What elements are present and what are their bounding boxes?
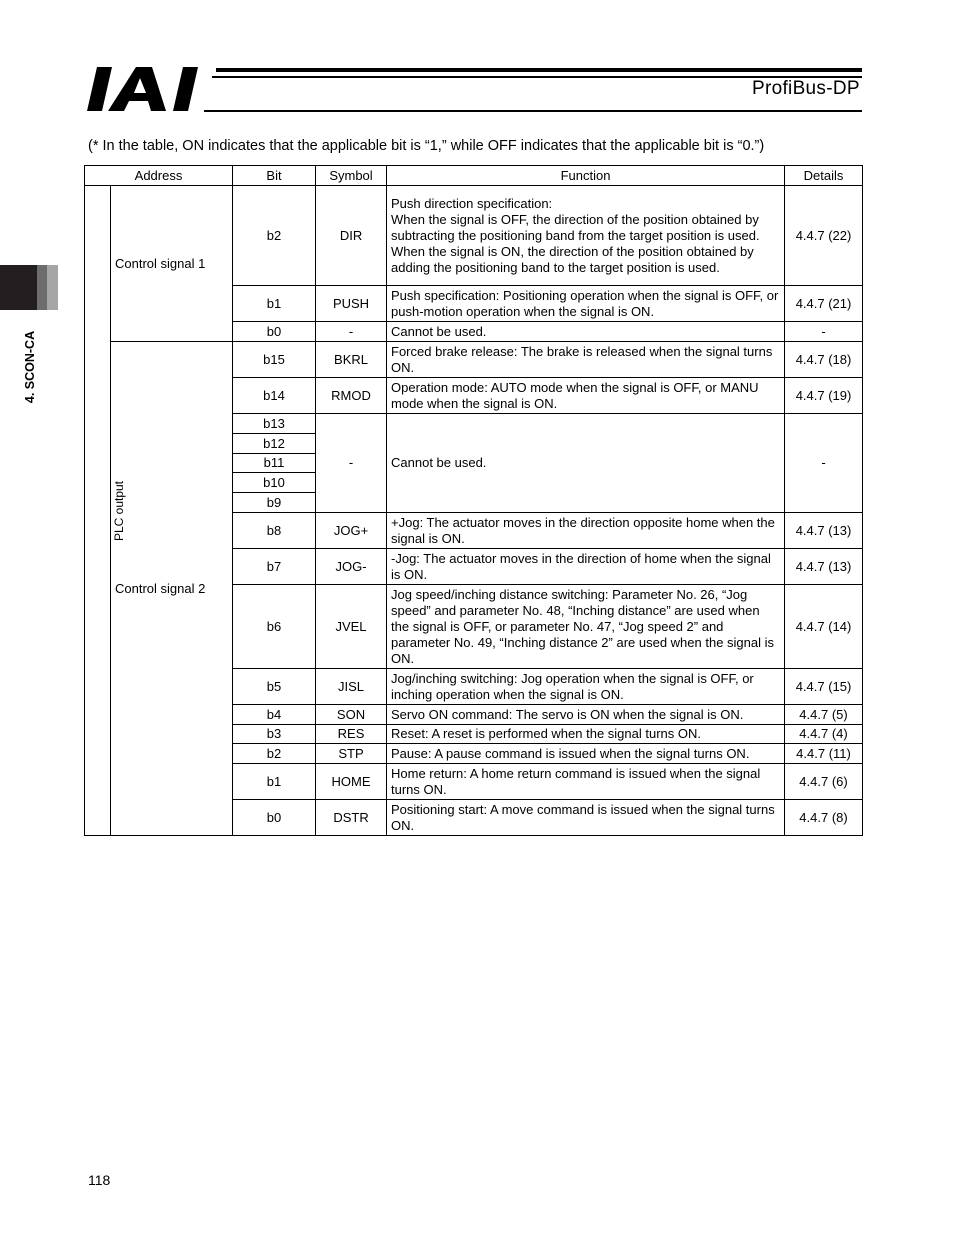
details-cell: 4.4.7 (8): [785, 800, 863, 836]
function-cell: Cannot be used.: [387, 414, 785, 513]
details-cell: 4.4.7 (6): [785, 764, 863, 800]
bit-cell: b0: [233, 800, 316, 836]
table-row: [85, 186, 863, 286]
details-cell: 4.4.7 (5): [785, 705, 863, 725]
header-rule-bottom: [204, 110, 862, 112]
details-cell: 4.4.7 (4): [785, 725, 863, 744]
symbol-cell: STP: [316, 744, 387, 764]
bit-cell: b13: [233, 414, 316, 434]
bit-cell: b8: [233, 513, 316, 549]
header-details: Details: [785, 166, 863, 186]
bit-cell: b0: [233, 322, 316, 342]
details-cell: 4.4.7 (13): [785, 549, 863, 585]
details-cell: 4.4.7 (11): [785, 744, 863, 764]
bit-cell: b5: [233, 669, 316, 705]
table-header-row: [85, 166, 863, 186]
details-cell: 4.4.7 (19): [785, 378, 863, 414]
function-line: When the signal is OFF, the direction of the position obtained by subtracting the positioning band from the target position is used.: [391, 211, 760, 243]
plc-output-label: PLC output: [112, 480, 127, 541]
header-address: Address: [85, 166, 233, 186]
table-row: [85, 342, 863, 378]
function-cell: +Jog: The actuator moves in the direction opposite home when the signal is ON.: [387, 513, 785, 549]
chapter-tab-mid-block: [37, 265, 47, 310]
details-cell: 4.4.7 (22): [785, 186, 863, 286]
function-cell: Positioning start: A move command is issued when the signal turns ON.: [387, 800, 785, 836]
bit-cell: b2: [233, 744, 316, 764]
function-line: When the signal is ON, the direction of the position obtained by adding the positioning band to the target position is used.: [391, 243, 754, 275]
function-cell: Forced brake release: The brake is released when the signal turns ON.: [387, 342, 785, 378]
function-cell: Pause: A pause command is issued when the signal turns ON.: [387, 744, 785, 764]
symbol-cell: -: [316, 322, 387, 342]
plc-output-table: [84, 165, 863, 836]
bit-cell: b15: [233, 342, 316, 378]
symbol-cell: HOME: [316, 764, 387, 800]
bit-cell: b1: [233, 286, 316, 322]
iai-logo: [84, 65, 206, 113]
symbol-cell: SON: [316, 705, 387, 725]
symbol-cell: JOG-: [316, 549, 387, 585]
function-cell: Push specification: Positioning operation when the signal is OFF, or push-motion operation when the signal is ON.: [387, 286, 785, 322]
function-cell: Cannot be used.: [387, 322, 785, 342]
function-cell: Reset: A reset is performed when the signal turns ON.: [387, 725, 785, 744]
details-cell: 4.4.7 (13): [785, 513, 863, 549]
header-bit: Bit: [233, 166, 316, 186]
symbol-cell: JISL: [316, 669, 387, 705]
control-signal-1-cell: Control signal 1: [111, 186, 233, 342]
chapter-tab-light-block: [47, 265, 58, 310]
bit-cell: b9: [233, 493, 316, 513]
symbol-cell: JOG+: [316, 513, 387, 549]
header-symbol: Symbol: [316, 166, 387, 186]
function-cell: Servo ON command: The servo is ON when the signal is ON.: [387, 705, 785, 725]
bit-cell: b14: [233, 378, 316, 414]
header-function: Function: [387, 166, 785, 186]
bit-cell: b7: [233, 549, 316, 585]
function-cell: -Jog: The actuator moves in the direction of home when the signal is ON.: [387, 549, 785, 585]
function-cell: Jog/inching switching: Jog operation when the signal is OFF, or inching operation when the signal is ON.: [387, 669, 785, 705]
details-cell: 4.4.7 (18): [785, 342, 863, 378]
bit-cell: b6: [233, 585, 316, 669]
function-line: Push direction specification:: [391, 195, 553, 211]
details-cell: 4.4.7 (14): [785, 585, 863, 669]
chapter-label: [22, 322, 38, 412]
symbol-cell: JVEL: [316, 585, 387, 669]
bit-cell: b10: [233, 473, 316, 493]
symbol-cell: BKRL: [316, 342, 387, 378]
control-signal-2-cell: Control signal 2: [111, 342, 233, 836]
bit-cell: b1: [233, 764, 316, 800]
bit-cell: b4: [233, 705, 316, 725]
symbol-cell: -: [316, 414, 387, 513]
symbol-cell: DIR: [316, 186, 387, 286]
header-rule-top: [216, 68, 862, 72]
chapter-label-text: 4. SCON-CA: [23, 330, 37, 404]
details-cell: -: [785, 322, 863, 342]
details-cell: 4.4.7 (15): [785, 669, 863, 705]
function-cell: Jog speed/inching distance switching: Parameter No. 26, “Jog speed” and parameter No. 48, “Inching distance” are used when the signal is OFF, or parameter No. 47, “Jog speed 2” and parameter No. 49, “Inching distance 2” are used when the signal is ON.: [387, 585, 785, 669]
function-cell: Home return: A home return command is issued when the signal turns ON.: [387, 764, 785, 800]
details-cell: 4.4.7 (21): [785, 286, 863, 322]
chapter-tab-dark-block: [0, 265, 37, 310]
bit-cell: b11: [233, 454, 316, 473]
details-cell: -: [785, 414, 863, 513]
plc-output-group: [85, 186, 127, 836]
symbol-cell: RES: [316, 725, 387, 744]
function-cell: [387, 186, 785, 286]
product-name: ProfiBus-DP: [752, 78, 860, 99]
bit-cell: b12: [233, 434, 316, 454]
table-note: (* In the table, ON indicates that the applicable bit is “1,” while OFF indicates that the applicable bit is “0.”): [88, 138, 765, 154]
chapter-tab: [0, 265, 58, 310]
symbol-cell: DSTR: [316, 800, 387, 836]
bit-cell: b2: [233, 186, 316, 286]
symbol-cell: RMOD: [316, 378, 387, 414]
symbol-cell: PUSH: [316, 286, 387, 322]
function-cell: Operation mode: AUTO mode when the signal is OFF, or MANU mode when the signal is ON.: [387, 378, 785, 414]
bit-cell: b3: [233, 725, 316, 744]
page-number: 118: [88, 1172, 111, 1188]
